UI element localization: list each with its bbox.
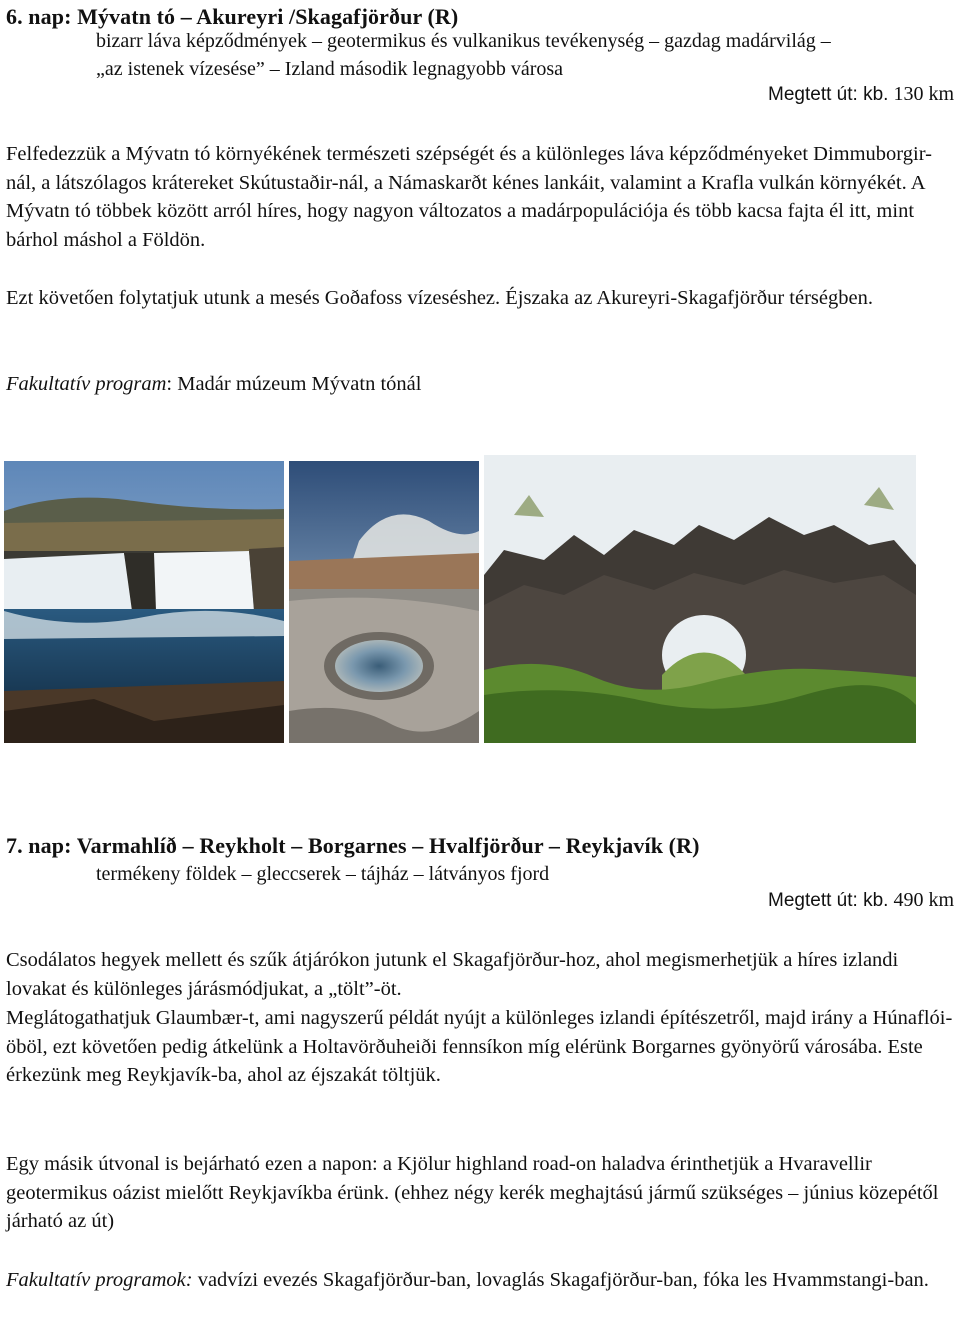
day6-distance-value: 130 km bbox=[893, 83, 954, 105]
day7-paragraph-2: Meglátogathatjuk Glaumbær-t, ami nagyszerű példát nyújt a különleges izlandi építészetről, majd irány a Húnaflói-öböl, ezt követően pedig átkelünk a Holtavörðuheiði fennsíkon míg elérünk Borgarnes gyönyörű városába. Este érkezünk meg Reykjavík-ba, ahol az éjszakát töltjük. bbox=[6, 1007, 953, 1087]
day6-title: 6. nap: Mývatn tó – Akureyri /Skagafjörður (R) bbox=[6, 4, 459, 29]
geothermal-pool-photo bbox=[289, 461, 479, 743]
day7-distance bbox=[768, 889, 954, 912]
day7-optional-programs bbox=[6, 1266, 958, 1295]
day7-title: 7. nap: Varmahlíð – Reykholt – Borgarnes – Hvalfjörður – Reykjavík (R) bbox=[6, 833, 700, 858]
day7-paragraph-3: Egy másik útvonal is bejárható ezen a napon: a Kjölur highland road-on haladva érinthetjük a Hvaravellir geotermikus oázist mielőtt Reykjavíkba érünk. (ehhez négy kerék meghajtású jármű szükséges – június közepétől járható az út) bbox=[6, 1153, 939, 1233]
day7-optional-label: Fakultatív programok: bbox=[6, 1269, 193, 1291]
day6-optional-label: Fakultatív program bbox=[6, 373, 167, 395]
day6-paragraph-2: Ezt követően folytatjuk utunk a mesés Goðafoss vízeséshez. Éjszaka az Akureyri-Skagafjörður térségben. bbox=[6, 287, 873, 309]
day7-distance-value: 490 km bbox=[893, 889, 954, 911]
day6-subtitle-line1: bizarr láva képződmények – geotermikus és vulkanikus tevékenység – gazdag madárvilág – bbox=[96, 30, 831, 52]
day7-optional-text: vadvízi evezés Skagafjörður-ban, lovaglás Skagafjörður-ban, fóka les Hvammstangi-ban. bbox=[192, 1269, 929, 1291]
day6-subtitle-line2: „az istenek vízesése” – Izland második legnagyobb városa bbox=[96, 58, 564, 80]
waterfall-photo bbox=[4, 461, 284, 743]
day6-optional-program bbox=[6, 370, 958, 399]
day6-distance bbox=[768, 83, 954, 106]
day7-paragraph-1: Csodálatos hegyek mellett és szűk átjárókon jutunk el Skagafjörður-hoz, ahol megismerhetjük a híres izlandi lovakat és különleges járásmódjukat, a „tölt”-öt. bbox=[6, 949, 899, 1000]
day7-subtitle: termékeny földek – gleccserek – tájház – látványos fjord bbox=[96, 863, 550, 885]
day6-distance-label: Megtett út: kb. bbox=[768, 84, 889, 105]
day6-optional-text: : Madár múzeum Mývatn tónál bbox=[166, 373, 422, 395]
day7-distance-label: Megtett út: kb. bbox=[768, 890, 889, 911]
day6-paragraph-1: Felfedezzük a Mývatn tó környékének természeti szépségét és a különleges láva képződményeket Dimmuborgir-nál, a látszólagos krátereket Skútustaðir-nál, a Námaskarðt kénes lankáit, valamint a Krafla vulkán környékét. A Mývatn tó többek között arról híres, hogy nagyon változatos a madárpopulációja és több kacsa fajta él itt, mint bárhol máshol a Földön. bbox=[6, 143, 932, 251]
lava-arch-photo bbox=[484, 455, 916, 743]
